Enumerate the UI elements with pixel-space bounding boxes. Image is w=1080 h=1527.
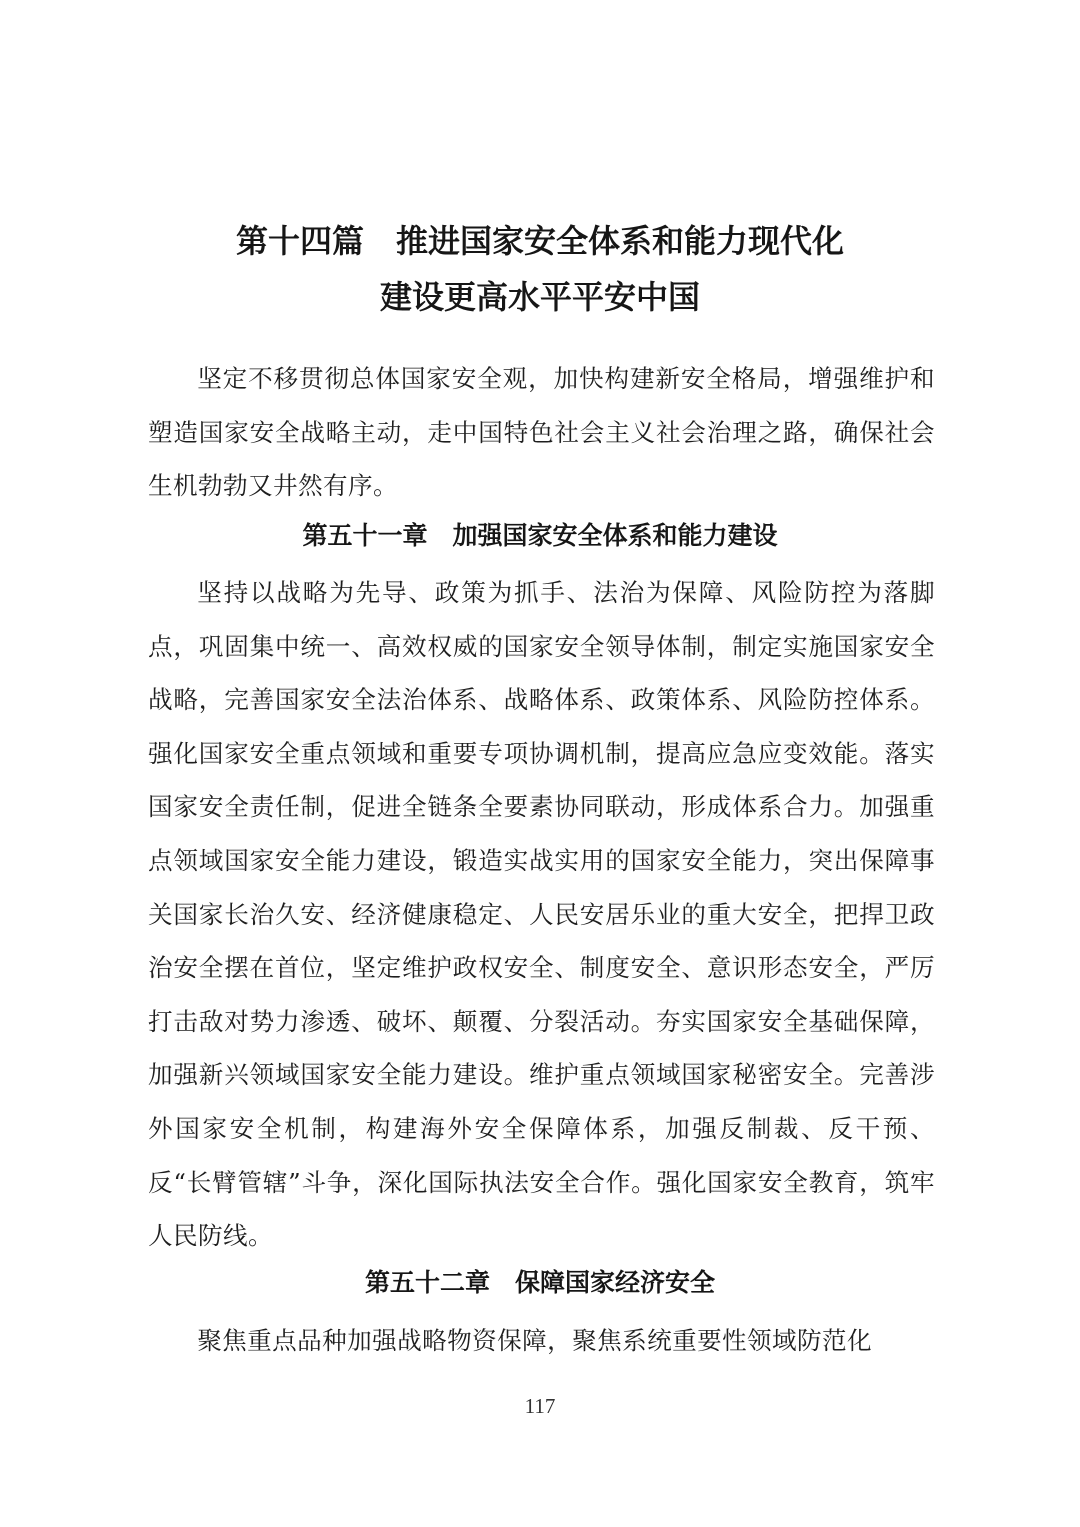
page-number: 117 [524,1394,556,1418]
chapter-51-body-paragraph: 坚持以战略为先导、政策为抓手、法治为保障、风险防控为落脚点，巩固集中统一、高效权威的国家安全领导体制，制定实施国家安全战略，完善国家安全法治体系、战略体系、政策体系、风险防控体系。强化国家安全重点领域和重要专项协调机制，提高应急应变效能。落实国家安全责任制，促进全链条全要素协同联动，形成体系合力。加强重点领域国家安全能力建设，锻造实战实用的国家安全能力，突出保障事关国家长治久安、经济健康稳定、人民安居乐业的重大安全，把捍卫政治安全摆在首位，坚定维护政权安全、制度安全、意识形态安全，严厉打击敌对势力渗透、破坏、颠覆、分裂活动。夯实国家安全基础保障，加强新兴领域国家安全能力建设。维护重点领域国家秘密安全。完善涉外国家安全机制，构建海外安全保障体系，加强反制裁、反干预、反“长臂管辖”斗争，深化国际执法安全合作。强化国家安全教育，筑牢人民防线。 [148,578,935,1251]
part-intro-paragraph: 坚定不移贯彻总体国家安全观，加快构建新安全格局，增强维护和塑造国家安全战略主动，走中国特色社会主义社会治理之路，确保社会生机勃勃又井然有序。 [148,364,935,501]
chapter-52-body-paragraph: 聚焦重点品种加强战略物资保障，聚焦系统重要性领域防范化 [197,1326,873,1355]
part-title-line-2: 建设更高水平平安中国 [379,278,700,316]
part-title-line-1: 第十四篇 推进国家安全体系和能力现代化 [235,222,844,260]
chapter-51-title: 第五十一章 加强国家安全体系和能力建设 [302,521,778,550]
chapter-52-title: 第五十二章 保障国家经济安全 [364,1268,715,1297]
